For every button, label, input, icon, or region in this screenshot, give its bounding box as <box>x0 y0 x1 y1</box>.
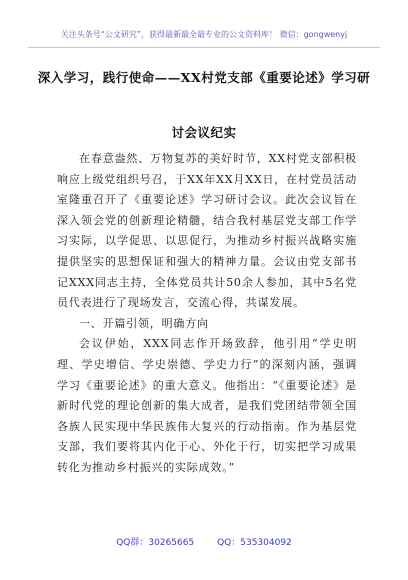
document-body <box>57 149 357 479</box>
header-divider <box>28 47 380 48</box>
qq-group-text: QQ群：30265665 <box>116 538 195 548</box>
promo-banner-text: 关注头条号“公文研究”，获得最新最全最专业的公文资料库！ 微信：gongwenyj <box>60 30 348 39</box>
page-header <box>0 0 408 70</box>
section-heading: 一、开篇引领，明确方向 <box>79 316 209 330</box>
qq-contact-text: QQ：535304092 <box>217 538 292 548</box>
body-paragraph: 会议伊始，XXX同志作开场致辞，他引用“学史明理、学史增信、学史崇德、学史力行”的深刻内涵，强调学习《重要论述》的重大意义。他指出：“《重要论述》是新时代党的理论创新的集大成者，是我们党团结带领全国各族人民实现中华民族伟大复兴的行动指南。作为基层党支部，我们要将其内化于心、外化于行，切实把学习成果转化为推动乡村振兴的实际成效。” <box>57 337 357 474</box>
body-paragraph: 在春意盎然、万物复苏的美好时节，XX村党支部积极响应上级党组织号召，于XX年XX月XX日，在村党员活动室隆重召开了《重要论述》学习研讨会议。此次会议旨在深入领会党的创新理论精髓，结合我村基层党支部工作学习实际，以学促思、以思促行，为推动乡村振兴战略实施提供坚实的思想保证和强大的精神力量。会议由党支部书记XXX同志主持，全体党员共计50余人参加，其中5名党员代表进行了现场发言，交流心得，共谋发展。 <box>57 152 357 310</box>
document-title-line-1: 深入学习，践行使命——XX村党支部《重要论述》学习研 <box>37 70 371 85</box>
document-title-line-2: 讨会议纪实 <box>171 125 237 140</box>
page-footer <box>0 535 408 548</box>
